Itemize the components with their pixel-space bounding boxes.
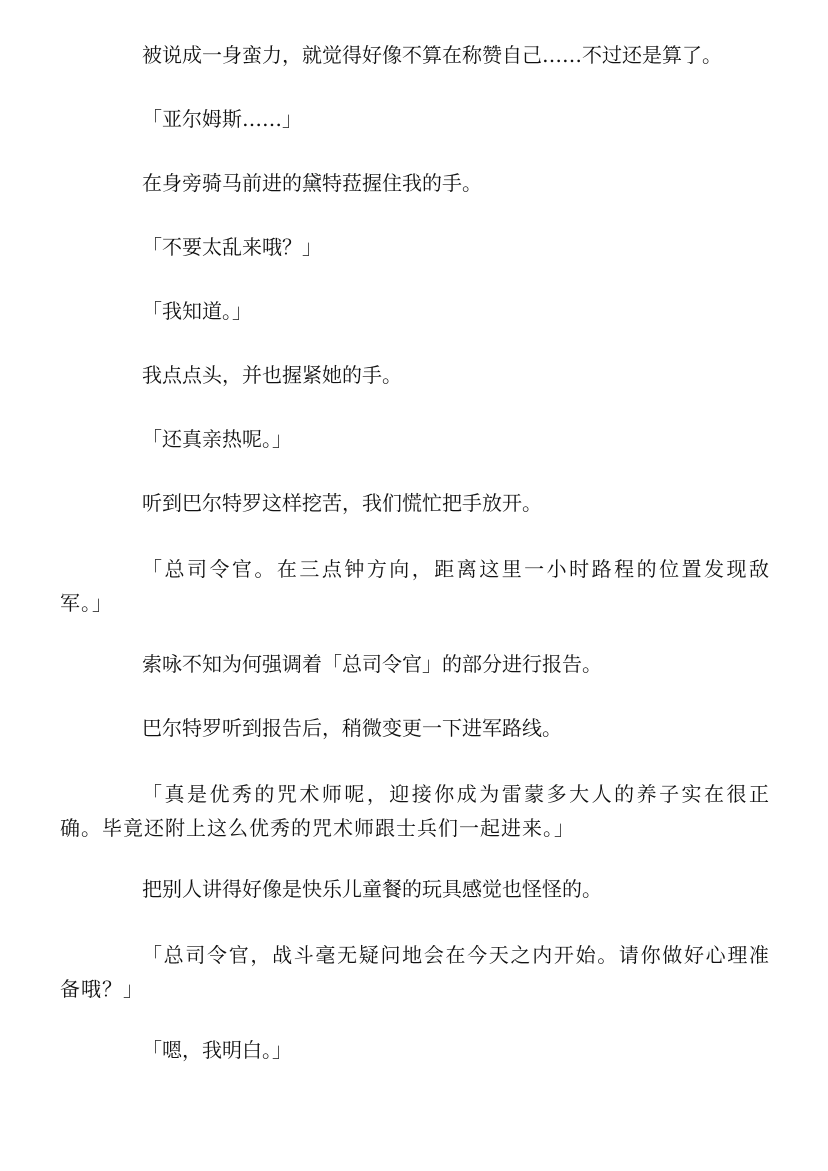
paragraph-6: 我点点头，并也握紧她的手。 <box>142 363 402 387</box>
paragraph-3: 在身旁骑马前进的黛特菈握住我的手。 <box>142 171 482 195</box>
paragraph-2: 「亚尔姆斯……」 <box>142 107 302 131</box>
paragraph-11: 巴尔特罗听到报告后，稍微变更一下进军路线。 <box>142 716 562 740</box>
paragraph-14: 「总司令官，战斗毫无疑问地会在今天之内开始。请你做好心理准备哦？」 <box>60 943 770 1001</box>
paragraph-7: 「还真亲热呢。」 <box>142 427 292 451</box>
paragraph-13: 把别人讲得好像是快乐儿童餐的玩具感觉也怪怪的。 <box>142 877 602 901</box>
paragraph-4: 「不要太乱来哦？」 <box>142 235 322 259</box>
paragraph-5: 「我知道。」 <box>142 299 252 323</box>
paragraph-8: 听到巴尔特罗这样挖苦，我们慌忙把手放开。 <box>142 491 542 515</box>
paragraph-12: 「真是优秀的咒术师呢，迎接你成为雷蒙多大人的养子实在很正确。毕竟还附上这么优秀的咒术师跟士兵们一起进来。」 <box>60 782 770 840</box>
paragraph-10: 索咏不知为何强调着「总司令官」的部分进行报告。 <box>142 652 602 676</box>
paragraph-15: 「嗯，我明白。」 <box>142 1038 292 1062</box>
paragraph-9: 「总司令官。在三点钟方向，距离这里一小时路程的位置发现敌军。」 <box>60 557 770 615</box>
paragraph-1: 被说成一身蛮力，就觉得好像不算在称赞自己……不过还是算了。 <box>142 43 722 67</box>
